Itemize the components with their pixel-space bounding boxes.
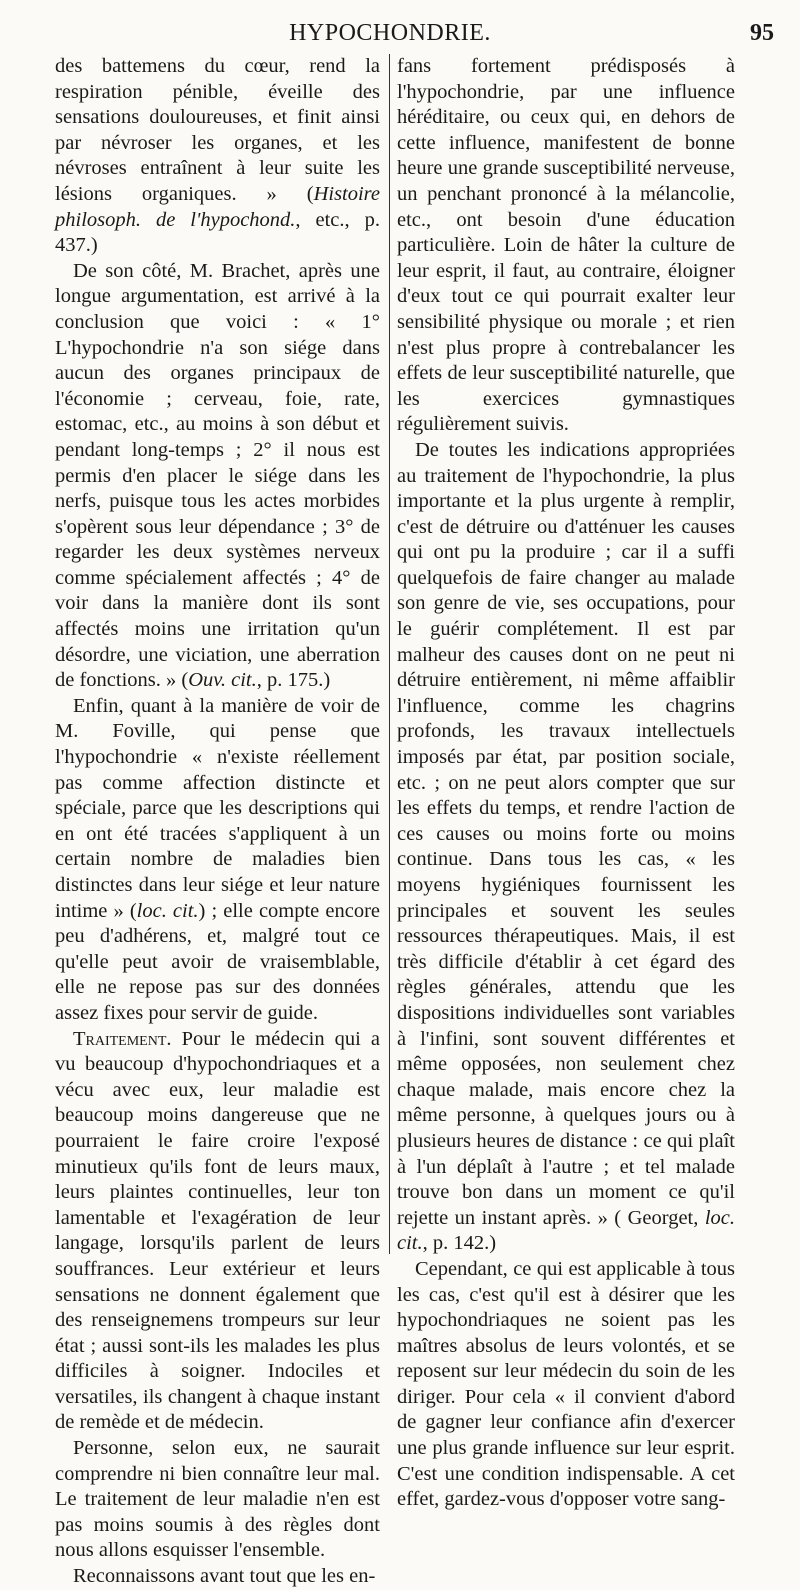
citation: Histoire philosoph. de l'hypochond. <box>55 182 380 231</box>
running-title: HYPOCHONDRIE. <box>289 20 491 46</box>
running-header <box>50 20 774 50</box>
section-heading: Traitement. <box>73 1027 172 1050</box>
page-number: 95 <box>750 20 774 46</box>
paragraph: Personne, selon eux, ne saurait comprendre ni bien connaître leur mal. Le traitement de leur maladie n'en est pas moins soumis à des règles dont nous allons esquisser l'ensemble. <box>55 1437 380 1562</box>
paragraph: Traitement. Pour le médecin qui a vu beaucoup d'hypochondriaques et a vécu avec eux, leur maladie est beaucoup moins dangereuse que ne pourraient le faire croire l'exposé minutieux qu'ils font de leurs maux, leurs plaintes continuelles, leur ton lamentable et l'exagération de leur langage, lorsqu'ils parlent de leurs souffrances. Leur extérieur et leurs sensations ne donnent également que des renseignemens trompeurs sur leur état ; aussi sont-ils les malades les plus difficiles à soigner. Indociles et versatiles, ils changent à chaque instant de remède et de médecin. <box>55 1027 380 1434</box>
citation: Ouv. cit. <box>188 669 257 692</box>
left-column <box>55 54 380 1588</box>
paragraph: Cependant, ce qui est applicable à tous les cas, c'est qu'il est à désirer que les hypochondriaques ne soient pas les maîtres absolus de leurs volontés, et se reposent sur leur médecin du soin de les diriger. Pour cela « il convient d'abord de gagner leur confiance afin d'exercer une plus grande influence sur leur esprit. C'est une condition indispensable. A cet effet, gardez-vous d'opposer votre sang- <box>397 1257 735 1511</box>
citation: loc. cit. <box>136 899 199 922</box>
paragraph: Reconnaissons avant tout que les en- <box>73 1565 376 1588</box>
paragraph: Enfin, quant à la manière de voir de M. Foville, qui pense que l'hypochondrie « n'existe réellement pas comme affection distincte et spéciale, parce que les descriptions qui en ont été tracées s'appliquent à un certain nombre de maladies bien distinctes dans leur siége et leur nature intime » (loc. cit.) ; elle compte encore peu d'adhérens, et, malgré tout ce qu'elle peut avoir de vraisemblable, elle ne repose pas sur des données assez fixes pour servir de guide. <box>55 694 380 1024</box>
paragraph: De toutes les indications appropriées au traitement de l'hypochondrie, la plus importante et la plus urgente à remplir, c'est de détruire ou d'atténuer les causes qui ont pu la produire ; car il a suffi quelquefois de faire changer au malade son genre de vie, ses occupations, pour le guérir complétement. Il est par malheur des causes dont on ne peut ni détruire entièrement, ni même affaiblir l'influence, comme les chagrins profonds, les travaux intellectuels imposés par état, par position sociale, etc. ; on ne peut alors compter que sur les effets du temps, et rendre l'action de ces causes ou moins forte ou moins continue. Dans tous les cas, « les moyens hygiéniques fournissent les principales et souvent les seules ressources thérapeutiques. Mais, il est très difficile d'établir à cet égard des règles générales, attendu que les dispositions individuelles sont variables à l'infini, sont souvent différentes et même opposées, non seulement chez chaque malade, mais encore chez la même personne, à quelques jours ou à plusieurs heures de distance : ce qui plaît à l'un déplaît à l'autre ; et tel malade trouve bon dans un moment ce qu'il rejette un instant après. » ( Georget, loc. cit., p. 142.) <box>397 438 735 1255</box>
paragraph: des battemens du cœur, rend la respiration pénible, éveille des sensations douloureuses, et finit ainsi par névroser les organes, et les névroses entraînent à leur suite les lésions organiques. » (Histoire philosoph. de l'hypochond., etc., p. 437.) <box>55 55 380 257</box>
paragraph: De son côté, M. Brachet, après une longue argumentation, est arrivé à la conclusion que voici : « 1° L'hypochondrie n'a son siége dans aucun des organes principaux de l'économie ; cerveau, foie, rate, estomac, etc., au moins à son début et pendant long-temps ; 2° il nous est permis d'en placer le siége dans les nerfs, puisque tous les actes morbides s'opèrent sous leur dépendance ; 3° de regarder les deux systèmes nerveux comme spécialement affectés ; 4° de voir dans la manière dont ils sont affectés moins une irritation qu'un désordre, une viciation, une aberration de fonctions. » (Ouv. cit., p. 175.) <box>55 259 380 692</box>
citation: loc. cit. <box>397 1206 735 1255</box>
right-column <box>397 54 735 1511</box>
paragraph: fans fortement prédisposés à l'hypochondrie, par une influence héréditaire, ou ceux qui, en dehors de cette influence, manifestent de bonne heure une grande susceptibilité nerveuse, un penchant prononcé à la mélancolie, etc., ont besoin d'une éducation particulière. Loin de hâter la culture de leur esprit, il faut, au contraire, éloigner d'eux tout ce qui pourrait exalter leur sensibilité physique ou morale ; et rien n'est plus propre à contrebalancer les effets de leur susceptibilité naturelle, que les exercices gymnastiques régulièrement suivis. <box>397 55 735 436</box>
column-divider <box>389 54 390 1254</box>
